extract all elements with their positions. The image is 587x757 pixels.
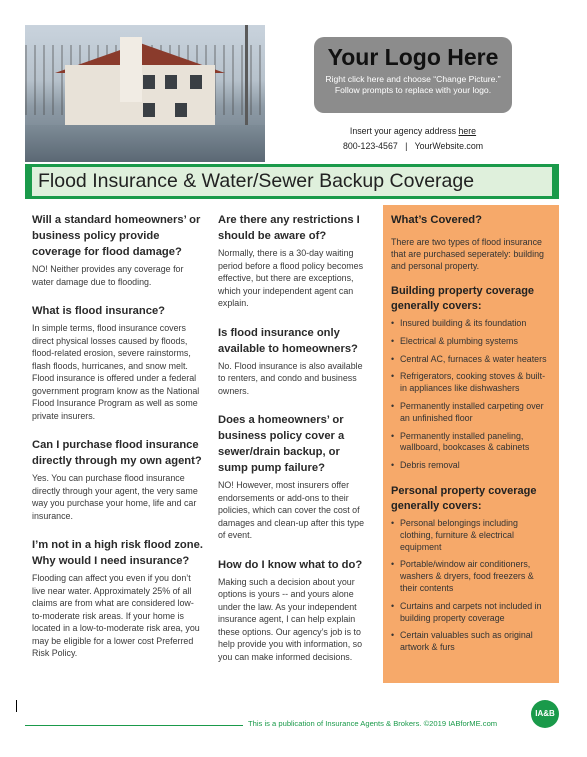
faq-item	[32, 303, 204, 422]
faq-answer: Normally, there is a 30-day waiting period before a flood policy becomes effective, but there are exceptions, which your independent agent can explain.	[218, 248, 364, 308]
window	[190, 75, 202, 89]
agency-contact-line	[314, 141, 512, 151]
sidebar-intro: There are two types of flood insurance that are purchased seperately: building and personal property.	[391, 237, 544, 271]
list-item-text: Certain valuables such as original artwork & furs	[400, 630, 533, 653]
faq-answer: NO! Neither provides any coverage for water damage due to flooding.	[32, 264, 184, 287]
list-item-text: Debris removal	[400, 460, 460, 471]
bullet-icon: •	[391, 353, 395, 364]
faq-answer: Yes. You can purchase flood insurance directly through your agent, the very same way you purchase your home, life and car insurance.	[32, 473, 198, 521]
faq-item	[218, 212, 368, 310]
agency-address-prefix: Insert your agency address	[349, 126, 459, 136]
logo-placeholder[interactable]	[314, 37, 512, 113]
logo-hint: Right click here and choose “Change Picture.” Follow prompts to replace with your logo.	[325, 74, 501, 95]
personal-coverage-heading: Personal property coverage generally covers:	[391, 484, 537, 512]
list-item	[391, 354, 551, 366]
bullet-icon: •	[391, 517, 395, 528]
faq-item	[218, 325, 368, 398]
coverage-sidebar	[383, 205, 559, 683]
list-item	[391, 630, 551, 654]
building-coverage-heading: Building property coverage generally covers:	[391, 285, 535, 312]
list-item	[391, 460, 551, 472]
iab-logo-icon: IA&B	[531, 700, 559, 728]
list-item-text: Personal belongings including clothing, furniture & electrical equipment	[400, 517, 518, 552]
agency-address-line	[314, 126, 512, 136]
personal-coverage-list	[391, 518, 551, 654]
faq-question: Are there any restrictions I should be aware of?	[218, 214, 360, 242]
faq-answer: Making such a decision about your options is yours -- and yours alone under the law. As your independent insurance agent, I can help explain these options. Our agency’s job is to help provide you with information, so you can make informed decisions.	[218, 576, 363, 662]
logo-title: Your Logo Here	[327, 44, 499, 70]
faq-question: Does a homeowners’ or business policy cover a sewer/drain backup, or sump pump failure?	[218, 414, 345, 474]
list-item	[391, 601, 551, 625]
agency-website: YourWebsite.com	[414, 141, 484, 151]
utility-pole	[245, 25, 248, 135]
bullet-icon: •	[391, 630, 395, 641]
list-item	[391, 431, 551, 455]
list-item-text: Central AC, furnaces & water heaters	[400, 353, 547, 364]
list-item	[391, 371, 551, 395]
list-item	[391, 518, 551, 553]
flood-water	[25, 125, 265, 162]
window	[143, 103, 155, 117]
faq-answer: In simple terms, flood insurance covers direct physical losses caused by floods, flood-related erosion, severe rainstorms, flash floods, hurricanes, and snow melt. Flood insurance is offered under a federal government program know as the National Flood Insurance Program as well as some private insurers.	[32, 323, 200, 421]
list-item-text: Refrigerators, cooking stoves & built-in appliances like dishwashers	[400, 371, 546, 394]
faq-item	[218, 557, 368, 664]
house-chimney	[120, 37, 142, 102]
faq-answer: No. Flood insurance is also available to renters, and condo and business owners.	[218, 360, 363, 396]
bullet-icon: •	[391, 318, 395, 328]
faq-question: What is flood insurance?	[32, 305, 166, 317]
list-item-text: Permanently installed paneling, wallboard, bookcases & cabinets	[400, 430, 530, 453]
bullet-icon: •	[391, 600, 395, 611]
faq-answer: NO! However, most insurers offer endorsements or add-ons to their policies, which can cover the cost of damages and clean-up after this type of event.	[218, 480, 365, 540]
window	[165, 75, 177, 89]
faq-question: Will a standard homeowners’ or business policy provide coverage for flood damage?	[32, 214, 201, 258]
list-item-text: Insured building & its foundation	[400, 318, 527, 328]
list-item	[391, 401, 551, 425]
list-item-text: Permanently installed carpeting over an unfinished floor	[400, 400, 544, 423]
flooded-house-photo	[25, 25, 265, 162]
agency-phone: 800-123-4567	[342, 141, 398, 151]
list-item	[391, 336, 551, 348]
building-coverage-list	[391, 318, 551, 472]
list-item	[391, 559, 551, 594]
page-title: Flood Insurance & Water/Sewer Backup Coverage	[32, 167, 552, 196]
list-item-text: Curtains and carpets not included in building property coverage	[400, 600, 542, 623]
faq-question: I’m not in a high risk flood zone. Why would I need insurance?	[32, 539, 203, 567]
list-item-text: Electrical & plumbing systems	[400, 335, 518, 346]
faq-item	[32, 212, 204, 288]
contact-separator: |	[405, 141, 408, 151]
faq-item	[32, 537, 204, 660]
bullet-icon: •	[391, 559, 395, 570]
faq-question: Can I purchase flood insurance directly through my own agent?	[32, 439, 202, 467]
faq-column-2	[218, 212, 368, 663]
faq-answer: Flooding can affect you even if you don’t live near water. Approximately 25% of all claims are from what are considered low-to-moderate risk areas. If your home is located in a low-to-moderate risk area, you may be eligible for a lower cost Preferred Risk Policy.	[32, 573, 200, 658]
title-banner	[25, 164, 559, 199]
bullet-icon: •	[391, 371, 395, 382]
faq-question: Is flood insurance only available to homeowners?	[218, 326, 358, 355]
bullet-icon: •	[391, 460, 395, 471]
faq-column-1	[32, 212, 204, 660]
bullet-icon: •	[391, 335, 395, 346]
bullet-icon: •	[391, 430, 395, 441]
list-item-text: Portable/window air conditioners, washers & dryers, food freezers & their contents	[400, 559, 534, 593]
list-item	[391, 318, 551, 330]
footer-credit: This is a publication of Insurance Agents & Brokers. ©2019 IABforME.com	[248, 719, 498, 728]
bullet-icon: •	[391, 400, 395, 411]
footer-rule	[25, 725, 243, 726]
agency-address-link[interactable]: here	[458, 126, 477, 136]
faq-item	[32, 437, 204, 522]
text-cursor	[16, 700, 17, 712]
window	[143, 75, 155, 89]
sidebar-title: What’s Covered?	[391, 214, 482, 226]
faq-item	[218, 412, 368, 542]
faq-question: How do I know what to do?	[218, 558, 363, 571]
window	[175, 103, 187, 117]
